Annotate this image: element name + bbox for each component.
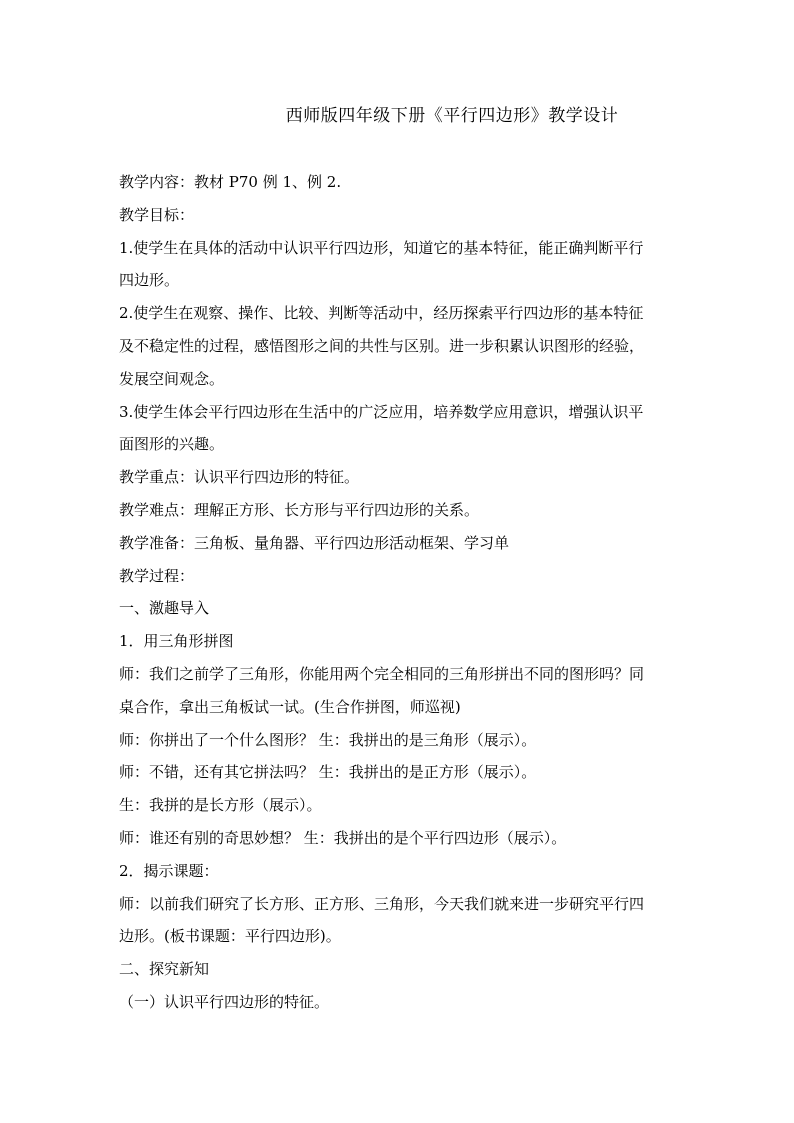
document-body — [119, 166, 679, 1019]
paragraph-line: 边形。(板书课题：平行四边形)。 — [119, 927, 341, 946]
subsection-heading: 2．揭示课题： — [119, 861, 219, 880]
paragraph-line: 1.使学生在具体的活动中认识平行四边形，知道它的基本特征，能正确判断平行 — [119, 238, 644, 257]
paragraph-line: 师：你拼出了一个什么图形？ 生：我拼出的是三角形（展示）。 — [119, 730, 537, 749]
subsection-heading: 1．用三角形拼图 — [119, 632, 234, 651]
section-heading: 一、激趣导入 — [119, 599, 210, 618]
paragraph-line: 发展空间观念。 — [119, 369, 225, 388]
paragraph-line: 教学难点：理解正方形、长方形与平行四边形的关系。 — [119, 500, 480, 519]
paragraph-line: 师：我们之前学了三角形，你能用两个完全相同的三角形拼出不同的图形吗？同 — [119, 664, 645, 683]
section-heading: 二、探究新知 — [119, 960, 210, 979]
paragraph-line: 及不稳定性的过程，感悟图形之间的共性与区别。进一步积累认识图形的经验， — [119, 336, 645, 355]
paragraph-line: 桌合作，拿出三角板试一试。(生合作拼图，师巡视) — [119, 697, 461, 716]
paragraph-line: 生：我拼的是长方形（展示）。 — [119, 796, 322, 815]
subsection-heading: （一）认识平行四边形的特征。 — [119, 992, 330, 1011]
paragraph-line: 教学目标： — [119, 205, 195, 224]
paragraph-line: 教学内容：教材 P70 例 1、例 2. — [119, 173, 342, 191]
paragraph-line: 四边形。 — [119, 271, 180, 290]
paragraph-line: 2.使学生在观察、操作、比较、判断等活动中，经历探索平行四边形的基本特征 — [119, 304, 644, 323]
paragraph-line: 教学准备：三角板、量角器、平行四边形活动框架、学习单 — [119, 533, 510, 552]
paragraph-line: 师：谁还有别的奇思妙想？ 生：我拼出的是个平行四边形（展示）。 — [119, 828, 567, 847]
paragraph-line: 面图形的兴趣。 — [119, 435, 225, 454]
paragraph-line: 教学过程： — [119, 566, 195, 585]
paragraph-line: 师：以前我们研究了长方形、正方形、三角形，今天我们就来进一步研究平行四 — [119, 894, 645, 913]
paragraph-line: 3.使学生体会平行四边形在生活中的广泛应用，培养数学应用意识，增强认识平 — [119, 402, 644, 421]
document-title: 西师版四年级下册《平行四边形》教学设计 — [285, 106, 619, 126]
paragraph-line: 师：不错，还有其它拼法吗？ 生：我拼出的是正方形（展示）。 — [119, 763, 537, 782]
paragraph-line: 教学重点：认识平行四边形的特征。 — [119, 468, 360, 487]
